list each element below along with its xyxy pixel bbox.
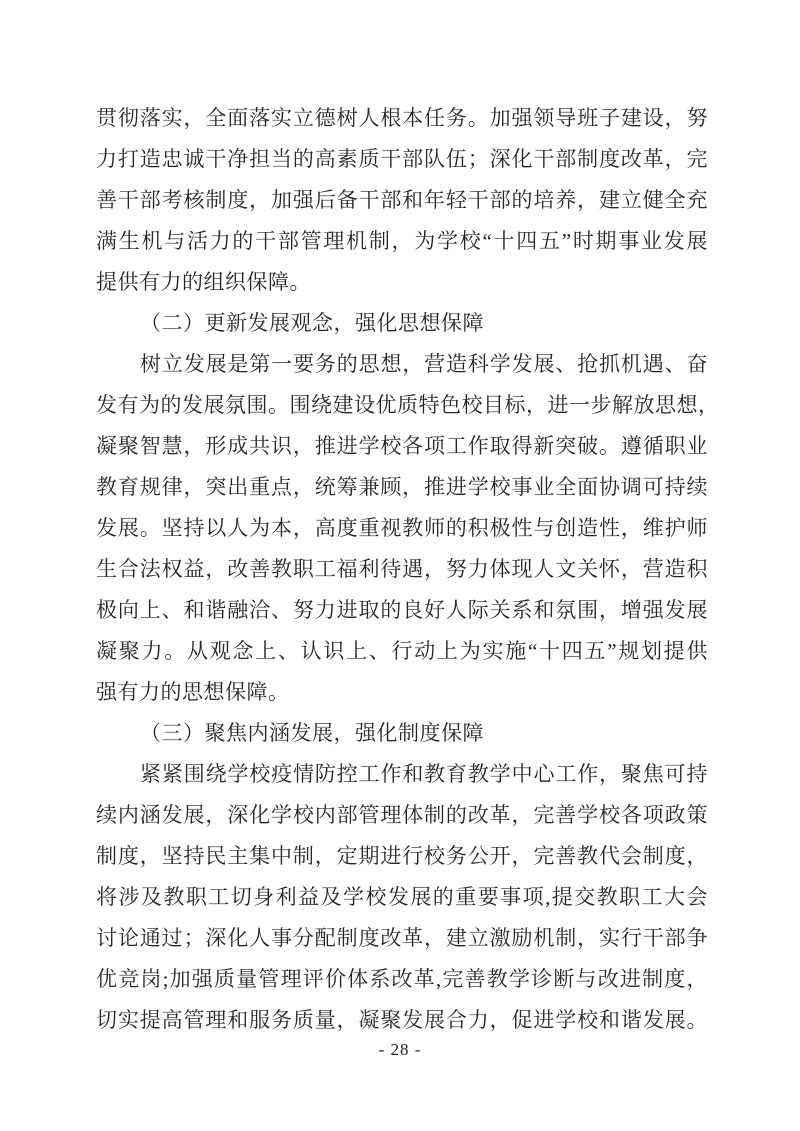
section-heading: （三）聚焦内涵发展，强化制度保障 <box>140 721 484 745</box>
text-line: 续内涵发展，深化学校内部管理体制的改革，完善学校各项政策 <box>96 803 708 827</box>
text-line: 紧紧围绕学校疫情防控工作和教育教学中心工作，聚焦可持 <box>140 762 708 786</box>
text-line: 发展。坚持以人为本，高度重视教师的积极性与创造性，维护师 <box>96 516 708 540</box>
text-line: 强有力的思想保障。 <box>96 680 290 704</box>
text-line: 贯彻落实，全面落实立德树人根本任务。加强领导班子建设，努 <box>96 106 708 130</box>
section-heading: （二）更新发展观念，强化思想保障 <box>140 311 484 335</box>
text-line: 善干部考核制度，加强后备干部和年轻干部的培养，建立健全充 <box>96 188 708 212</box>
page-number: - 28 - <box>378 1040 422 1059</box>
text-line: 凝聚力。从观念上、认识上、行动上为实施“十四五”规划提供 <box>96 639 708 663</box>
text-line: 力打造忠诚干净担当的高素质干部队伍；深化干部制度改革，完 <box>96 147 708 171</box>
text-line: 凝聚智慧，形成共识，推进学校各项工作取得新突破。遵循职业 <box>96 434 708 458</box>
text-line: 生合法权益，改善教职工福利待遇，努力体现人文关怀，营造积 <box>96 557 708 581</box>
text-line: 将涉及教职工切身利益及学校发展的重要事项,提交教职工大会 <box>96 885 708 909</box>
text-line: 优竞岗;加强质量管理评价体系改革,完善教学诊断与改进制度， <box>96 967 708 991</box>
text-line: 讨论通过；深化人事分配制度改革，建立激励机制，实行干部争 <box>96 926 708 950</box>
text-line: 树立发展是第一要务的思想，营造科学发展、抢抓机遇、奋 <box>140 352 708 376</box>
text-line: 切实提高管理和服务质量，凝聚发展合力，促进学校和谐发展。 <box>96 1008 708 1032</box>
text-line: 提供有力的组织保障。 <box>96 270 311 294</box>
document-text-body <box>96 98 720 1041</box>
text-line: 教育规律，突出重点，统筹兼顾，推进学校事业全面协调可持续 <box>96 475 708 499</box>
text-line: 极向上、和谐融洽、努力进取的良好人际关系和氛围，增强发展 <box>96 598 708 622</box>
text-line: 满生机与活力的干部管理机制，为学校“十四五”时期事业发展 <box>96 229 708 253</box>
text-line: 发有为的发展氛围。围绕建设优质特色校目标，进一步解放思想， <box>96 393 720 417</box>
text-line: 制度，坚持民主集中制，定期进行校务公开，完善教代会制度， <box>96 844 708 868</box>
